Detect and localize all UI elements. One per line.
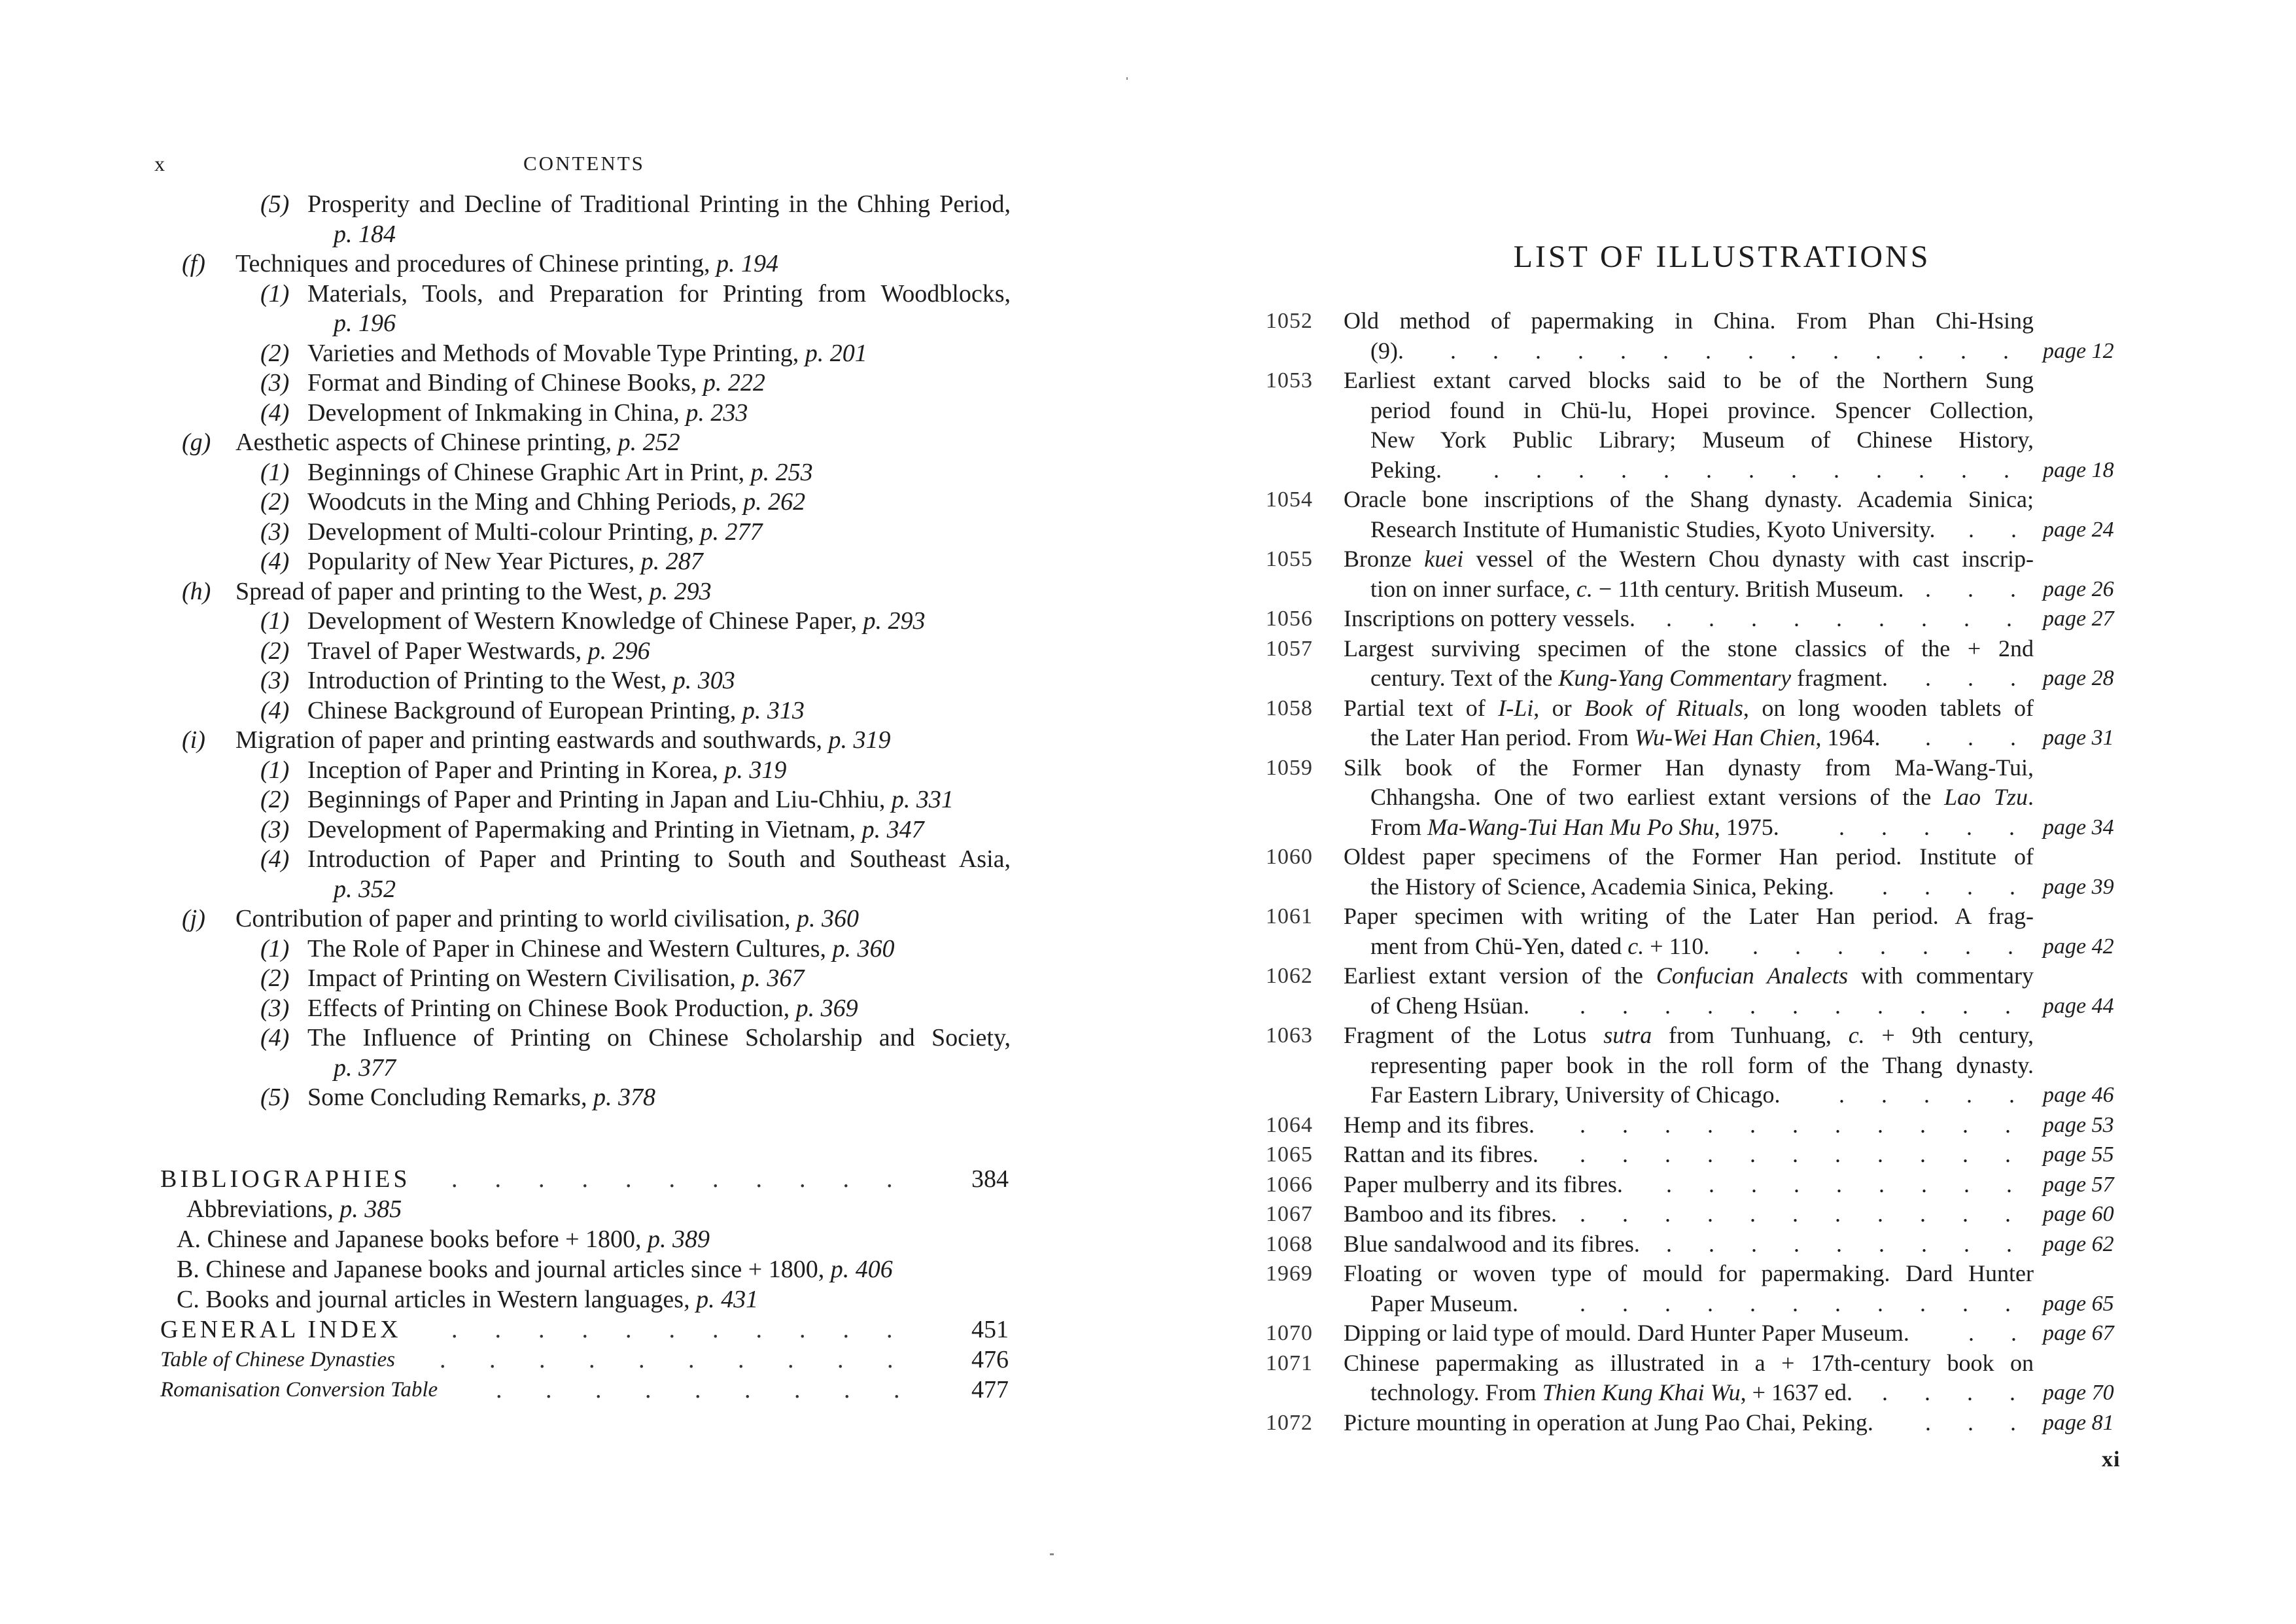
contents-entry-text: Aesthetic aspects of Chinese printing, p. 252 <box>235 429 680 456</box>
page-reference: p. 222 <box>703 369 765 397</box>
illustration-entry[interactable] <box>1148 634 2296 664</box>
contents-entry-text: Introduction of Printing to the West, p. 303 <box>307 667 735 694</box>
page-reference: p. 367 <box>742 964 805 992</box>
illustration-page-ref: page 34 <box>2043 815 2114 839</box>
illustration-caption: Chhangsha. One of two earliest extant versions of the Lao Tzu. <box>1370 784 2034 810</box>
illustration-caption: Largest surviving specimen of the stone classics of the + 2nd <box>1344 635 2034 662</box>
illustration-caption: Silk book of the Former Han dynasty from Ma-Wang-Tui, <box>1344 754 2034 781</box>
contents-entry-text: Materials, Tools, and Preparation for Printing from Woodblocks, <box>307 279 1011 308</box>
illustration-entry[interactable] <box>1148 1199 2296 1229</box>
illustration-page-ref: page 81 <box>2043 1410 2114 1435</box>
illustration-page-ref: page 39 <box>2043 874 2114 899</box>
leader-dots: . . . . . . . . . . . <box>451 1316 893 1343</box>
contents-entry-text: Development of Western Knowledge of Chinese Paper, p. 293 <box>307 607 926 635</box>
leader-dots: ... <box>1925 665 2053 691</box>
illustration-entry-continued <box>1148 396 2296 426</box>
page-reference: p. 369 <box>795 994 858 1022</box>
page-reference: p. 252 <box>617 429 680 456</box>
illustration-entry-continued <box>1148 783 2296 813</box>
illustration-page-ref: page 12 <box>2043 338 2114 363</box>
illustration-caption: Partial text of I-Li, or Book of Rituals, on long wooden tablets of <box>1344 694 2034 721</box>
illustration-number: 1064 <box>1266 1112 1313 1137</box>
illustration-caption: representing paper book in the roll form of the Thang dynasty. <box>1370 1051 2034 1078</box>
contents-subsection-row[interactable] <box>0 696 1138 726</box>
page-reference: p. 194 <box>716 250 778 277</box>
illustration-entry-continued <box>1148 1080 2296 1110</box>
contents-entry-text: Effects of Printing on Chinese Book Production, p. 369 <box>307 994 858 1022</box>
page-reference: p. 331 <box>891 786 954 813</box>
back-matter <box>0 1165 1138 1405</box>
leader-dots: .............. <box>1450 337 2045 364</box>
illustration-number: 1067 <box>1266 1202 1313 1226</box>
illustration-page-ref: page 31 <box>2043 726 2114 750</box>
illustration-page-ref: page 53 <box>2043 1112 2114 1137</box>
illustration-entry[interactable] <box>1148 1140 2296 1170</box>
leader-dots: ........... <box>1580 992 2047 1019</box>
illustration-number: 1052 <box>1266 309 1313 333</box>
dynasties-page: 476 <box>971 1346 1009 1373</box>
page-reference: p. 377 <box>334 1053 396 1082</box>
contents-subsection-row[interactable] <box>0 607 1138 637</box>
illustration-page-ref: page 67 <box>2043 1321 2114 1345</box>
bibliography-item[interactable] <box>0 1285 1138 1315</box>
right-page <box>1148 0 2296 1624</box>
illustration-number: 1056 <box>1266 607 1313 631</box>
contents-entry-label: (2) <box>260 786 290 813</box>
contents-entry-text: Chinese Background of European Printing, p. 313 <box>307 696 805 724</box>
general-index-row[interactable] <box>0 1315 1138 1345</box>
contents-entry-label: (1) <box>260 607 290 635</box>
page-reference: p. 360 <box>797 905 860 932</box>
illustration-caption: century. Text of the Kung-Yang Commentary fragment. <box>1370 665 1888 691</box>
leader-dots: ....... <box>1752 932 2050 959</box>
illustration-entry[interactable] <box>1148 694 2296 724</box>
leader-dots: .... <box>1882 873 2052 900</box>
contents-section-row[interactable] <box>0 428 1138 458</box>
illustration-page-ref: page 27 <box>2043 607 2114 631</box>
illustration-number: 1054 <box>1266 487 1313 512</box>
contents-entry-text: Development of Papermaking and Printing in Vietnam, p. 347 <box>307 815 924 843</box>
illustration-caption: Fragment of the Lotus sutra from Tunhuang, c. + 9th century, <box>1344 1022 2034 1048</box>
contents-entry-text: Spread of paper and printing to the West, p. 293 <box>235 577 712 605</box>
illustration-entry[interactable] <box>1148 604 2296 634</box>
contents-entry-label: (3) <box>260 369 290 397</box>
illustration-page-ref: page 62 <box>2043 1231 2114 1256</box>
leader-dots: .. <box>1968 516 2053 542</box>
illustration-caption: Rattan and its fibres. <box>1344 1141 1539 1167</box>
illustration-entry-continued <box>1148 663 2296 694</box>
contents-entry-text <box>334 220 396 249</box>
illustration-entry[interactable] <box>1148 366 2296 396</box>
illustration-page-ref: page 70 <box>2043 1381 2114 1405</box>
contents-subsection-row[interactable] <box>0 279 1138 309</box>
leader-dots: ..... <box>1839 813 2051 840</box>
contents-entry-text: Techniques and procedures of Chinese printing, p. 194 <box>235 250 778 277</box>
page-reference: p. 293 <box>863 607 926 635</box>
dynasties-row[interactable] <box>0 1345 1138 1375</box>
contents-entry-text: The Influence of Printing on Chinese Scholarship and Society, <box>307 1024 1011 1051</box>
illustration-caption: Paper Museum. <box>1370 1290 1518 1316</box>
illustration-caption: Inscriptions on pottery vessels. <box>1344 605 1635 631</box>
illustration-caption: Hemp and its fibres. <box>1344 1111 1535 1138</box>
contents-entry-label: (4) <box>260 696 290 724</box>
illustration-entry-continued <box>1148 991 2296 1021</box>
leader-dots: ........... <box>1580 1201 2047 1227</box>
illustration-page-ref: page 57 <box>2043 1172 2114 1197</box>
illustration-page-ref: page 18 <box>2043 457 2114 482</box>
illustration-entry-continued <box>1148 932 2296 962</box>
illustration-page-ref: page 65 <box>2043 1291 2114 1316</box>
contents-subsection-row[interactable] <box>0 1053 1138 1084</box>
illustration-entry[interactable] <box>1148 1229 2296 1260</box>
leader-dots: ........... <box>1580 1141 2047 1167</box>
illustration-caption: Earliest extant carved blocks said to be of the Northern Sung <box>1344 367 2034 393</box>
illustration-caption: Floating or woven type of mould for papermaking. Dard Hunter <box>1344 1260 2034 1286</box>
romanisation-heading: Romanisation Conversion Table <box>160 1378 438 1402</box>
contents-subsection-row[interactable] <box>0 637 1138 667</box>
page-reference: p. 296 <box>587 637 650 665</box>
illustration-caption: ment from Chü-Yen, dated c. + 110. <box>1370 932 1710 959</box>
contents-subsection-row[interactable] <box>0 666 1138 696</box>
contents-entry-text: Prosperity and Decline of Traditional Printing in the Chhing Period, <box>307 190 1011 218</box>
page-reference: p. 360 <box>832 934 895 962</box>
leader-dots: ... <box>1925 1409 2053 1436</box>
illustration-caption: Blue sandalwood and its fibres. <box>1344 1230 1640 1257</box>
contents-entry-text: Format and Binding of Chinese Books, p. 222 <box>307 369 765 397</box>
contents-entry-text: Beginnings of Chinese Graphic Art in Print, p. 253 <box>307 458 813 486</box>
leader-dots: ......... <box>1666 1230 2049 1257</box>
contents-entry-label: (3) <box>260 518 290 546</box>
page-reference: p. 431 <box>696 1286 759 1313</box>
illustration-entry[interactable] <box>1148 306 2296 336</box>
illustration-caption: Bamboo and its fibres. <box>1344 1201 1557 1227</box>
contents-entry-label: (2) <box>260 637 290 665</box>
illustration-caption: of Cheng Hsüan. <box>1370 992 1529 1019</box>
illustration-number: 1070 <box>1266 1321 1313 1345</box>
contents-entry-text: Contribution of paper and printing to world civilisation, p. 360 <box>235 905 860 932</box>
contents-entry-label: (4) <box>260 548 290 575</box>
illustration-number: 1065 <box>1266 1142 1313 1167</box>
contents-entry-label: (5) <box>260 190 290 218</box>
illustration-entry-continued <box>1148 515 2296 545</box>
bibliography-item-text: B. Chinese and Japanese books and journal articles since + 1800, p. 406 <box>177 1256 893 1283</box>
contents-entry-label: (2) <box>260 964 290 992</box>
illustration-entry-continued <box>1148 1378 2296 1408</box>
illustration-page-ref: page 60 <box>2043 1202 2114 1226</box>
contents-entry-text <box>334 1053 396 1083</box>
illustration-entry[interactable] <box>1148 961 2296 991</box>
romanisation-row[interactable] <box>0 1375 1138 1405</box>
illustration-page-ref: page 55 <box>2043 1142 2114 1167</box>
page-folio-left: x <box>154 152 166 175</box>
leader-dots: ........... <box>1580 1111 2047 1138</box>
illustration-page-ref: page 42 <box>2043 934 2114 959</box>
page-reference: p. 389 <box>648 1226 710 1253</box>
illustration-entry-continued <box>1148 1289 2296 1319</box>
contents-entry-text: Development of Inkmaking in China, p. 233 <box>307 398 748 427</box>
print-speck <box>1050 1553 1054 1555</box>
leader-dots: ... <box>1925 724 2053 750</box>
illustration-page-ref: page 24 <box>2043 517 2114 542</box>
illustration-number: 1063 <box>1266 1023 1313 1048</box>
contents-entry-label: (2) <box>260 339 290 367</box>
bibliography-item-text: A. Chinese and Japanese books before + 1800, p. 389 <box>177 1226 710 1253</box>
illustration-entry[interactable] <box>1148 485 2296 515</box>
contents-entry-text: Development of Multi-colour Printing, p. 277 <box>307 518 763 546</box>
contents-subsection-row[interactable] <box>0 518 1138 548</box>
leader-dots: ......... <box>1666 1171 2049 1197</box>
leader-dots: ........... <box>1580 1290 2047 1316</box>
contents-entry-label: (2) <box>260 488 290 516</box>
page-reference: p. 277 <box>700 518 763 546</box>
illustration-page-ref: page 46 <box>2043 1083 2114 1107</box>
illustration-number: 1053 <box>1266 368 1313 393</box>
contents-entry-text: Beginnings of Paper and Printing in Japan and Liu-Chhiu, p. 331 <box>307 786 954 813</box>
contents-subsection-row[interactable] <box>0 785 1138 815</box>
illustration-caption: Paper specimen with writing of the Later Han period. A frag- <box>1344 903 2034 929</box>
contents-entry-label: (f) <box>182 250 205 277</box>
illustration-entry[interactable] <box>1148 1318 2296 1349</box>
bibliography-item-text: C. Books and journal articles in Western languages, p. 431 <box>177 1286 759 1313</box>
contents-subsection-row[interactable] <box>0 815 1138 845</box>
page-reference: p. 233 <box>686 398 748 427</box>
illustration-caption: Paper mulberry and its fibres. <box>1344 1171 1623 1197</box>
illustration-entry[interactable] <box>1148 842 2296 872</box>
illustration-entry-continued <box>1148 425 2296 455</box>
contents-subsection-row[interactable] <box>0 1083 1138 1113</box>
illustration-entry-continued <box>1148 336 2296 366</box>
contents-entry-text: Woodcuts in the Ming and Chhing Periods, p. 262 <box>307 488 806 516</box>
contents-entry-label: (h) <box>182 577 211 605</box>
illustration-number: 1055 <box>1266 547 1313 571</box>
contents-entry-label: (1) <box>260 458 290 486</box>
page-reference: p. 184 <box>334 220 396 248</box>
contents-subsection-row[interactable] <box>0 487 1138 518</box>
page-reference: p. 347 <box>861 815 924 843</box>
contents-entry-text <box>334 309 396 338</box>
illustration-caption: Picture mounting in operation at Jung Pao Chai, Peking. <box>1344 1409 1873 1436</box>
leader-dots: .... <box>1882 1379 2052 1405</box>
page-reference: p. 313 <box>742 696 805 724</box>
bibliographies-heading-row[interactable] <box>0 1165 1138 1195</box>
leader-dots: . . . . . . . . . . . <box>451 1165 893 1193</box>
contents-entry-text: Popularity of New Year Pictures, p. 287 <box>307 548 703 575</box>
contents-subsection-row[interactable] <box>0 368 1138 398</box>
page-reference: p. 378 <box>593 1084 655 1111</box>
contents-entry-label: (3) <box>260 667 290 694</box>
contents-entry-text: Migration of paper and printing eastwards and southwards, p. 319 <box>235 726 891 754</box>
illustration-page-ref: page 28 <box>2043 666 2114 690</box>
contents-entry-label: (1) <box>260 756 290 784</box>
page-folio-right: xi <box>2102 1447 2121 1472</box>
illustration-caption: Dipping or laid type of mould. Dard Hunter Paper Museum. <box>1344 1320 1909 1346</box>
illustration-entry-continued <box>1148 872 2296 902</box>
contents-entry-text: Varieties and Methods of Movable Type Printing, p. 201 <box>307 339 867 367</box>
contents-list <box>0 190 1138 1113</box>
contents-subsection-row[interactable] <box>0 309 1138 339</box>
illustration-entry[interactable] <box>1148 902 2296 932</box>
bibliography-item[interactable] <box>0 1195 1138 1225</box>
illustration-entry[interactable] <box>1148 544 2296 574</box>
contents-subsection-row[interactable] <box>0 339 1138 369</box>
illustration-caption: Earliest extant version of the Confucian Analects with commentary <box>1344 962 2034 989</box>
illustration-caption: (9). <box>1370 337 1404 364</box>
contents-subsection-row[interactable] <box>0 458 1138 488</box>
bibliography-item-text: Abbreviations, p. 385 <box>186 1195 402 1223</box>
contents-entry-label: (4) <box>260 398 290 427</box>
general-index-heading: GENERAL INDEX <box>160 1316 402 1343</box>
romanisation-page: 477 <box>971 1376 1009 1403</box>
illustration-entry[interactable] <box>1148 1110 2296 1140</box>
illustration-page-ref: page 26 <box>2043 576 2114 601</box>
contents-section-row[interactable] <box>0 726 1138 756</box>
leader-dots: ..... <box>1839 1082 2051 1108</box>
contents-section-row[interactable] <box>0 904 1138 934</box>
leader-dots: .. <box>1968 1320 2053 1346</box>
illustration-entry[interactable] <box>1148 1021 2296 1051</box>
contents-entry-label: (5) <box>260 1084 290 1111</box>
illustration-caption: Chinese papermaking as illustrated in a + 17th-century book on <box>1344 1349 2034 1376</box>
left-page <box>0 0 1138 1624</box>
leader-dots: . . . . . . . . . . <box>440 1346 894 1373</box>
contents-subsection-row[interactable] <box>0 845 1138 875</box>
contents-entry-label: (4) <box>260 1024 290 1051</box>
illustration-caption: From Ma-Wang-Tui Han Mu Po Shu, 1975. <box>1370 813 1779 840</box>
illustration-caption: Bronze kuei vessel of the Western Chou dynasty with cast inscrip- <box>1344 546 2034 572</box>
bibliographies-items <box>0 1195 1138 1315</box>
leader-dots: ......... <box>1666 605 2049 631</box>
illustration-number: 1062 <box>1266 964 1313 988</box>
contents-section-row[interactable] <box>0 577 1138 607</box>
page-reference: p. 196 <box>334 309 396 337</box>
contents-subsection-row[interactable] <box>0 190 1138 220</box>
illustration-number: 1059 <box>1266 755 1313 780</box>
illustration-entry[interactable] <box>1148 1349 2296 1379</box>
illustration-entry[interactable] <box>1148 1259 2296 1289</box>
contents-entry-label: (j) <box>182 905 205 932</box>
illustration-entry[interactable] <box>1148 1408 2296 1438</box>
contents-section-row[interactable] <box>0 249 1138 279</box>
illustration-entry[interactable] <box>1148 753 2296 783</box>
contents-entry-label: (g) <box>182 429 211 456</box>
illustration-caption: Old method of papermaking in China. From Phan Chi-Hsing <box>1344 308 2034 334</box>
illustration-caption: Research Institute of Humanistic Studies, Kyoto University. <box>1370 516 1936 542</box>
bibliographies-page: 384 <box>971 1165 1009 1193</box>
contents-subsection-row[interactable] <box>0 398 1138 429</box>
illustration-caption: technology. From Thien Kung Khai Wu, + 1637 ed. <box>1370 1379 1852 1405</box>
page-reference: p. 293 <box>649 577 712 605</box>
illustration-entry-continued <box>1148 1051 2296 1081</box>
contents-entry-label: (3) <box>260 815 290 843</box>
illustration-number: 1066 <box>1266 1172 1313 1197</box>
contents-entry-text: The Role of Paper in Chinese and Western Cultures, p. 360 <box>307 934 895 962</box>
contents-entry-text: Introduction of Paper and Printing to South and Southeast Asia, <box>307 845 1011 873</box>
dynasties-heading: Table of Chinese Dynasties <box>160 1348 396 1371</box>
page-reference: p. 253 <box>750 458 813 486</box>
contents-entry-text: Travel of Paper Westwards, p. 296 <box>307 637 650 665</box>
illustration-entry-continued <box>1148 723 2296 753</box>
page-reference: p. 406 <box>830 1256 893 1283</box>
illustration-entry-continued <box>1148 455 2296 485</box>
illustration-number: 1068 <box>1266 1231 1313 1256</box>
contents-entry-text <box>334 875 396 904</box>
illustration-caption: Peking. <box>1370 456 1442 483</box>
illustration-caption: Oldest paper specimens of the Former Han period. Institute of <box>1344 843 2034 870</box>
illustration-number: 1057 <box>1266 636 1313 661</box>
page-reference: p. 287 <box>640 548 703 575</box>
illustration-caption: period found in Chü-lu, Hopei province. Spencer Collection, <box>1370 397 2034 423</box>
illustration-number: 1060 <box>1266 845 1313 869</box>
page-reference: p. 303 <box>672 667 735 694</box>
print-speck <box>1126 77 1128 80</box>
illustration-number: 1969 <box>1266 1262 1313 1286</box>
bibliography-item[interactable] <box>0 1225 1138 1255</box>
running-head: CONTENTS <box>523 152 645 175</box>
illustration-caption: Far Eastern Library, University of Chicago. <box>1370 1082 1781 1108</box>
contents-entry-label: (4) <box>260 845 290 873</box>
leader-dots: ... <box>1925 575 2053 602</box>
illustration-number: 1072 <box>1266 1410 1313 1435</box>
contents-subsection-row[interactable] <box>0 964 1138 994</box>
contents-entry-text: Inception of Paper and Printing in Korea, p. 319 <box>307 756 787 784</box>
contents-subsection-row[interactable] <box>0 994 1138 1024</box>
contents-entry-label: (3) <box>260 994 290 1022</box>
illustration-number: 1058 <box>1266 696 1313 720</box>
contents-subsection-row[interactable] <box>0 547 1138 577</box>
contents-subsection-row[interactable] <box>0 934 1138 964</box>
illustration-page-ref: page 44 <box>2043 993 2114 1018</box>
contents-entry-label: (1) <box>260 279 290 308</box>
illustration-caption: the Later Han period. From Wu-Wei Han Chien, 1964. <box>1370 724 1881 750</box>
contents-entry-label: (1) <box>260 934 290 962</box>
bibliography-item[interactable] <box>0 1255 1138 1285</box>
page-reference: p. 319 <box>828 726 891 754</box>
illustration-caption: tion on inner surface, c. − 11th century. British Museum. <box>1370 575 1904 602</box>
contents-subsection-row[interactable] <box>0 1023 1138 1053</box>
leader-dots: ............. <box>1493 456 2046 483</box>
contents-entry-text: Some Concluding Remarks, p. 378 <box>307 1084 655 1111</box>
illustration-entry-continued <box>1148 813 2296 843</box>
general-index-page: 451 <box>971 1316 1009 1343</box>
contents-entry-label: (i) <box>182 726 205 754</box>
page-reference: p. 385 <box>339 1195 402 1223</box>
illustration-entry[interactable] <box>1148 1170 2296 1200</box>
page-reference: p. 201 <box>805 339 867 367</box>
page-reference: p. 262 <box>743 488 806 516</box>
contents-subsection-row[interactable] <box>0 756 1138 786</box>
illustration-number: 1071 <box>1266 1350 1313 1375</box>
illustration-caption: the History of Science, Academia Sinica, Peking. <box>1370 873 1834 900</box>
bibliographies-heading: BIBLIOGRAPHIES <box>160 1165 411 1193</box>
illustration-caption: Oracle bone inscriptions of the Shang dynasty. Academia Sinica; <box>1344 486 2034 512</box>
page-reference: p. 352 <box>334 875 396 903</box>
illustration-number: 1061 <box>1266 904 1313 928</box>
contents-entry-text: Impact of Printing on Western Civilisation, p. 367 <box>307 964 805 992</box>
page-reference: p. 319 <box>724 756 787 784</box>
contents-subsection-row[interactable] <box>0 875 1138 905</box>
illustrations-title: LIST OF ILLUSTRATIONS <box>1513 239 1931 274</box>
contents-subsection-row[interactable] <box>0 220 1138 250</box>
illustration-entry-continued <box>1148 574 2296 605</box>
illustration-caption: New York Public Library; Museum of Chinese History, <box>1370 427 2034 453</box>
leader-dots: . . . . . . . . . <box>496 1376 900 1403</box>
illustrations-list <box>1148 306 2296 1438</box>
